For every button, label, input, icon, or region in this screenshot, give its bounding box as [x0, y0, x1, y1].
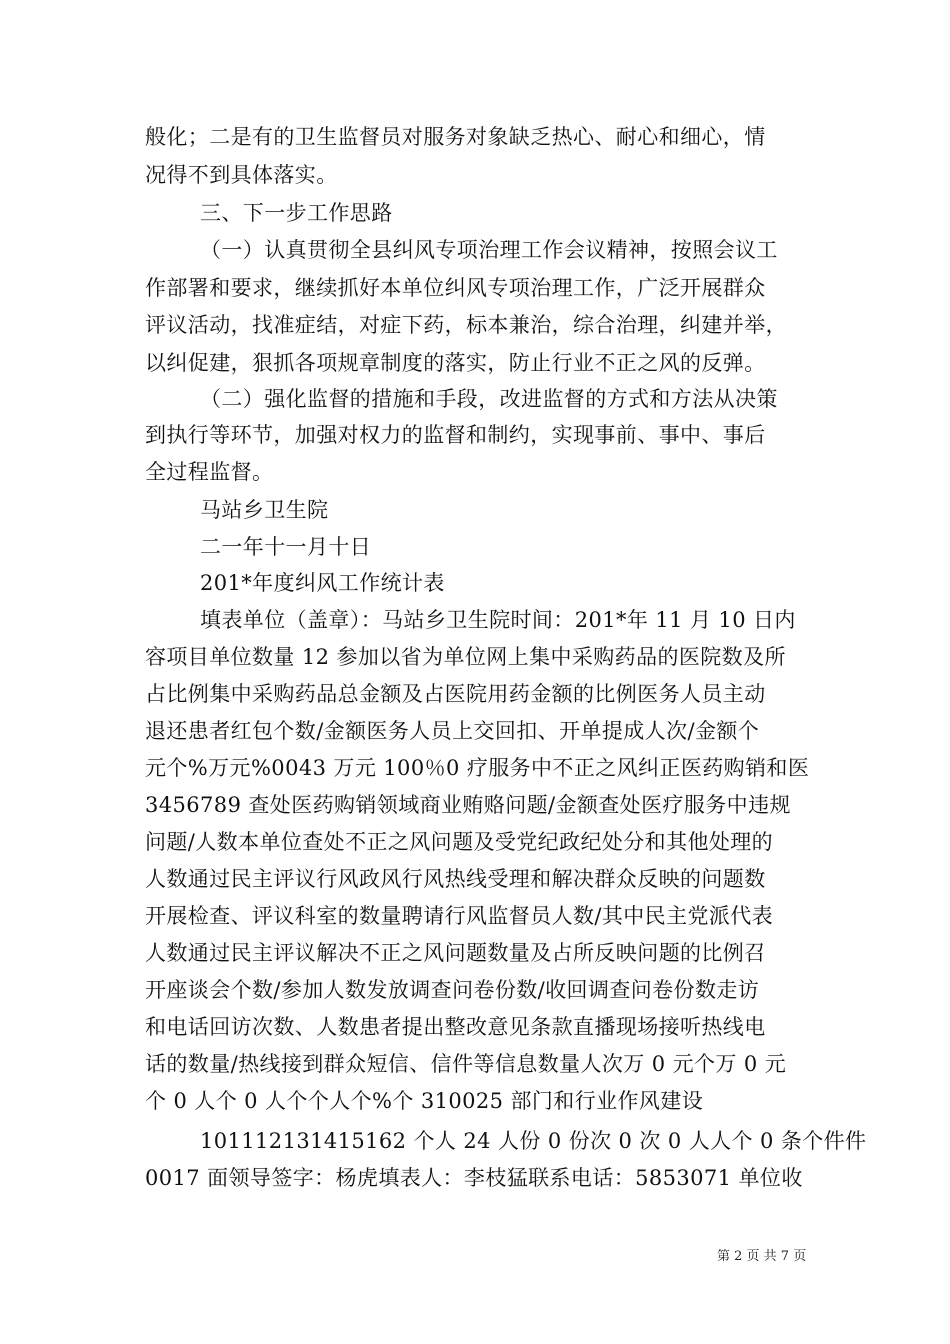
- text-line: 评议活动，找准症结，对症下药，标本兼治，综合治理，纠建并举，: [145, 313, 787, 337]
- text-line: 况得不到具体落实。: [145, 163, 338, 187]
- text-line: 占比例集中采购药品总金额及占医院用药金额的比例医务人员主动: [145, 682, 766, 706]
- text-line: 话的数量/热线接到群众短信、信件等信息数量人次万 0 元个万 0 元: [145, 1052, 787, 1076]
- signature-organization: 马站乡卫生院: [200, 498, 329, 522]
- text-line: 个 0 人个 0 人个个人个%个 310025 部门和行业作风建设: [145, 1089, 704, 1113]
- text-line: 作部署和要求，继续抓好本单位纠风专项治理工作，广泛开展群众: [145, 276, 766, 300]
- text-line: 填表单位（盖章）：马站乡卫生院时间：201*年 11 月 10 日内: [200, 608, 796, 632]
- section-heading: 三、下一步工作思路: [200, 201, 393, 225]
- text-line: 问题/人数本单位查处不正之风问题及受党纪政纪处分和其他处理的: [145, 830, 774, 854]
- signature-date: 二一年十一月十日: [200, 535, 372, 559]
- text-line: 容项目单位数量 12 参加以省为单位网上集中采购药品的医院数及所: [145, 645, 786, 669]
- text-line: （二）强化监督的措施和手段，改进监督的方式和方法从决策: [200, 387, 778, 411]
- text-line: 0017 面领导签字：杨虎填表人：李枝猛联系电话：5853071 单位收: [145, 1166, 803, 1190]
- text-line: （一）认真贯彻全县纠风专项治理工作会议精神，按照会议工: [200, 238, 778, 262]
- text-line: 全过程监督。: [145, 460, 274, 484]
- text-line: 101112131415162 个人 24 人份 0 份次 0 次 0 人人个 0 条个件件: [200, 1129, 867, 1153]
- table-title: 201*年度纠风工作统计表: [200, 571, 445, 595]
- text-line: 元个%万元%0043 万元 100％0 疗服务中不正之风纠正医药购销和医: [145, 756, 810, 780]
- text-line: 3456789 查处医药购销领域商业贿赂问题/金额查处医疗服务中违规: [145, 793, 791, 817]
- text-line: 和电话回访次数、人数患者提出整改意见条款直播现场接听热线电: [145, 1015, 766, 1039]
- text-line: 退还患者红包个数/金额医务人员上交回扣、开单提成人次/金额个: [145, 719, 760, 743]
- text-line: 以纠促建，狠抓各项规章制度的落实，防止行业不正之风的反弹。: [145, 351, 766, 375]
- text-line: 人数通过民主评议解决不正之风问题数量及占所反映问题的比例召: [145, 941, 766, 965]
- text-line: 到执行等环节，加强对权力的监督和制约，实现事前、事中、事后: [145, 423, 766, 447]
- page-number-footer: 第 2 页 共 7 页: [717, 1249, 807, 1264]
- text-line: 开座谈会个数/参加人数发放调查问卷份数/收回调查问卷份数走访: [145, 978, 760, 1002]
- text-line: 人数通过民主评议行风政风行风热线受理和解决群众反映的问题数: [145, 867, 766, 891]
- text-line: 开展检查、评议科室的数量聘请行风监督员人数/其中民主党派代表: [145, 904, 774, 928]
- text-line: 般化；二是有的卫生监督员对服务对象缺乏热心、耐心和细心，情: [145, 125, 766, 149]
